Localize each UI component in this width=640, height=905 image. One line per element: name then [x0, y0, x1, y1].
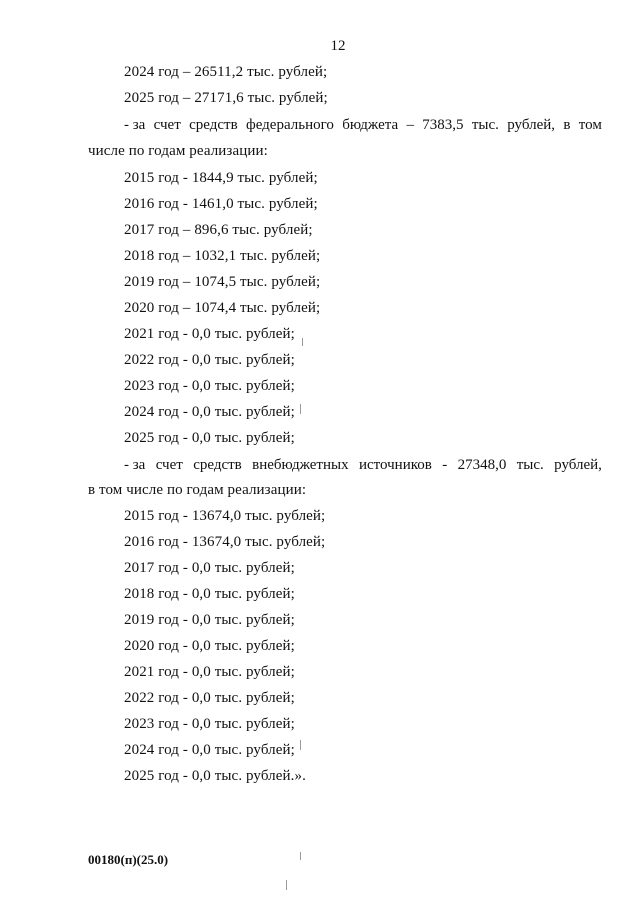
extrabudget-year-line: 2020 год - 0,0 тыс. рублей; — [124, 638, 295, 654]
budget-line-2024: 2024 год – 26511,2 тыс. рублей; — [124, 64, 328, 80]
extrabudget-word: средств — [193, 457, 242, 473]
federal-word: тыс. — [471, 117, 499, 133]
scan-speck — [300, 740, 301, 750]
federal-word: том — [578, 117, 602, 133]
extrabudget-year-line: 2022 год - 0,0 тыс. рублей; — [124, 690, 295, 706]
document-footer-code: 00180(п)(25.0) — [88, 852, 169, 867]
federal-year-line: 2025 год - 0,0 тыс. рублей; — [124, 430, 295, 446]
federal-budget-continuation: числе по годам реализации: — [88, 143, 268, 159]
extrabudget-year-line: 2019 год - 0,0 тыс. рублей; — [124, 612, 295, 628]
federal-word: – — [406, 117, 414, 133]
extrabudget-year-line: 2018 год - 0,0 тыс. рублей; — [124, 586, 295, 602]
extrabudget-year-line: 2021 год - 0,0 тыс. рублей; — [124, 664, 295, 680]
federal-year-line: 2023 год - 0,0 тыс. рублей; — [124, 378, 295, 394]
scan-speck — [300, 852, 301, 860]
extrabudget-word: счет — [155, 457, 183, 473]
federal-budget-paragraph-first-line — [124, 117, 602, 134]
federal-word: 7383,5 — [422, 117, 464, 133]
extrabudget-word: рублей, — [554, 457, 602, 473]
federal-year-line: 2018 год – 1032,1 тыс. рублей; — [124, 248, 321, 264]
federal-word: федерального — [245, 117, 334, 133]
extrabudget-year-line: 2024 год - 0,0 тыс. рублей; — [124, 742, 295, 758]
federal-year-line: 2015 год - 1844,9 тыс. рублей; — [124, 170, 318, 186]
extrabudget-year-line: 2016 год - 13674,0 тыс. рублей; — [124, 534, 326, 550]
extrabudget-paragraph-first-line — [124, 457, 602, 474]
federal-year-line: 2021 год - 0,0 тыс. рублей; — [124, 326, 295, 342]
extrabudget-year-line: 2015 год - 13674,0 тыс. рублей; — [124, 508, 326, 524]
federal-word: бюджета — [342, 117, 399, 133]
extrabudget-year-line: 2023 год - 0,0 тыс. рублей; — [124, 716, 295, 732]
extrabudget-word: внебюджетных — [252, 457, 349, 473]
extrabudget-word: - — [442, 457, 448, 473]
federal-year-line: 2024 год - 0,0 тыс. рублей; — [124, 404, 295, 420]
federal-word: счет — [153, 117, 181, 133]
scan-speck — [286, 880, 287, 890]
federal-year-line: 2016 год - 1461,0 тыс. рублей; — [124, 196, 318, 212]
extrabudget-word: - за — [124, 457, 146, 473]
extrabudget-word: источников — [358, 457, 432, 473]
extrabudget-year-line: 2025 год - 0,0 тыс. рублей.». — [124, 768, 306, 784]
federal-year-line: 2022 год - 0,0 тыс. рублей; — [124, 352, 295, 368]
federal-word: в — [563, 117, 571, 133]
scan-speck — [300, 404, 301, 414]
extrabudget-year-line: 2017 год - 0,0 тыс. рублей; — [124, 560, 295, 576]
federal-word: - за — [124, 117, 146, 133]
page-number: 12 — [330, 38, 346, 54]
extrabudget-word: тыс. — [516, 457, 544, 473]
extrabudget-word: 27348,0 — [457, 457, 507, 473]
federal-word: рублей, — [507, 117, 556, 133]
federal-year-line: 2019 год – 1074,5 тыс. рублей; — [124, 274, 321, 290]
federal-word: средств — [189, 117, 238, 133]
extrabudget-continuation: в том числе по годам реализации: — [88, 482, 307, 498]
federal-year-line: 2017 год – 896,6 тыс. рублей; — [124, 222, 313, 238]
scan-speck — [302, 338, 303, 346]
budget-line-2025: 2025 год – 27171,6 тыс. рублей; — [124, 90, 328, 106]
federal-year-line: 2020 год – 1074,4 тыс. рублей; — [124, 300, 321, 316]
